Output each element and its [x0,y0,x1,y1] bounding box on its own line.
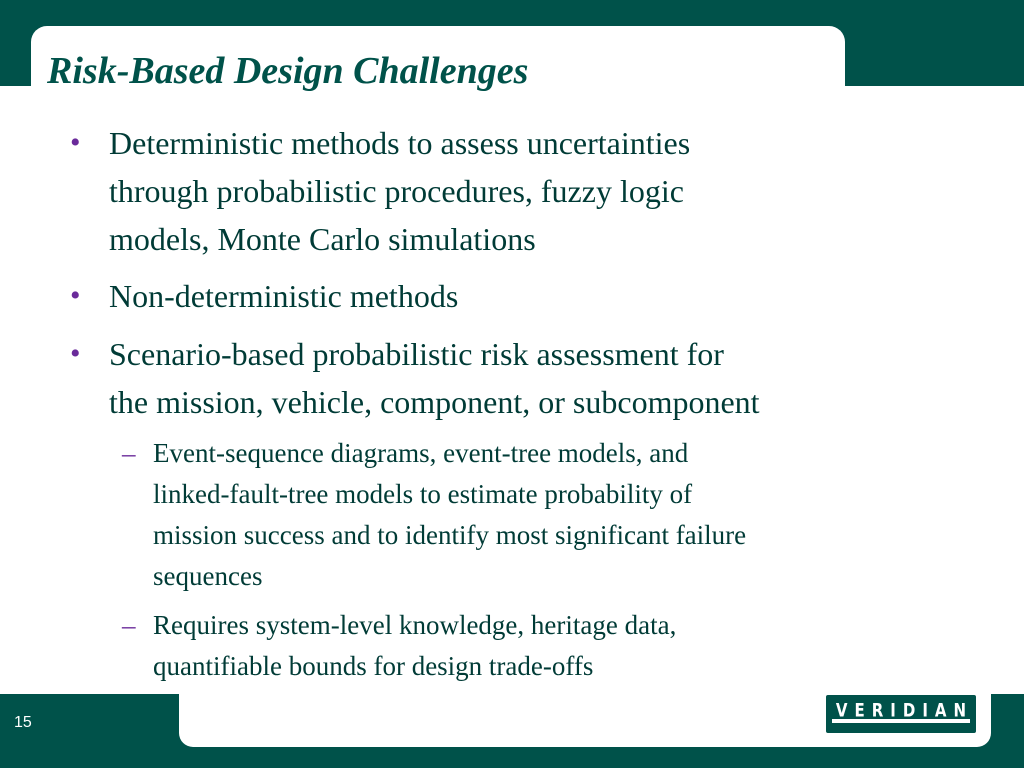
bullet-marker: • [70,126,81,159]
bullet-line: through probabilistic procedures, fuzzy logic [109,173,684,209]
bullet-line: models, Monte Carlo simulations [109,221,536,257]
veridian-logo [826,695,976,733]
sub-bullet-marker: – [122,438,136,468]
bullet-line: Scenario-based probabilistic risk assessment for [109,336,724,372]
sub-bullet-line: Requires system-level knowledge, heritage data, [153,610,677,640]
bullet-line: the mission, vehicle, component, or subcomponent [109,384,760,420]
bullet-item [70,272,940,320]
sub-bullet-text [153,605,932,687]
sub-bullet-item [122,433,932,597]
sub-bullet-line: quantifiable bounds for design trade-offs [153,651,594,681]
bullet-item [70,330,940,426]
bullet-line: Deterministic methods to assess uncertainties [109,125,691,161]
sub-bullet-line: linked-fault-tree models to estimate probability of [153,479,693,509]
bullet-item [70,119,940,263]
bullet-line: Non-deterministic methods [109,278,459,314]
sub-bullet-line: mission success and to identify most significant failure [153,520,747,550]
sub-bullet-line: Event-sequence diagrams, event-tree models, and [153,438,689,468]
sub-bullet-marker: – [122,610,136,640]
logo-frame [832,698,974,723]
bullet-text [109,330,940,426]
sub-bullet-item [122,605,932,687]
sub-bullet-line: sequences [153,561,263,591]
bullet-text [109,272,940,320]
logo-text: VERIDIAN [835,698,974,722]
bullet-marker: • [70,337,81,370]
slide-title: Risk-Based Design Challenges [47,50,529,92]
bullet-text [109,119,940,263]
page-number: 15 [14,714,32,731]
bullet-marker: • [70,279,81,312]
sub-bullet-text [153,433,932,597]
